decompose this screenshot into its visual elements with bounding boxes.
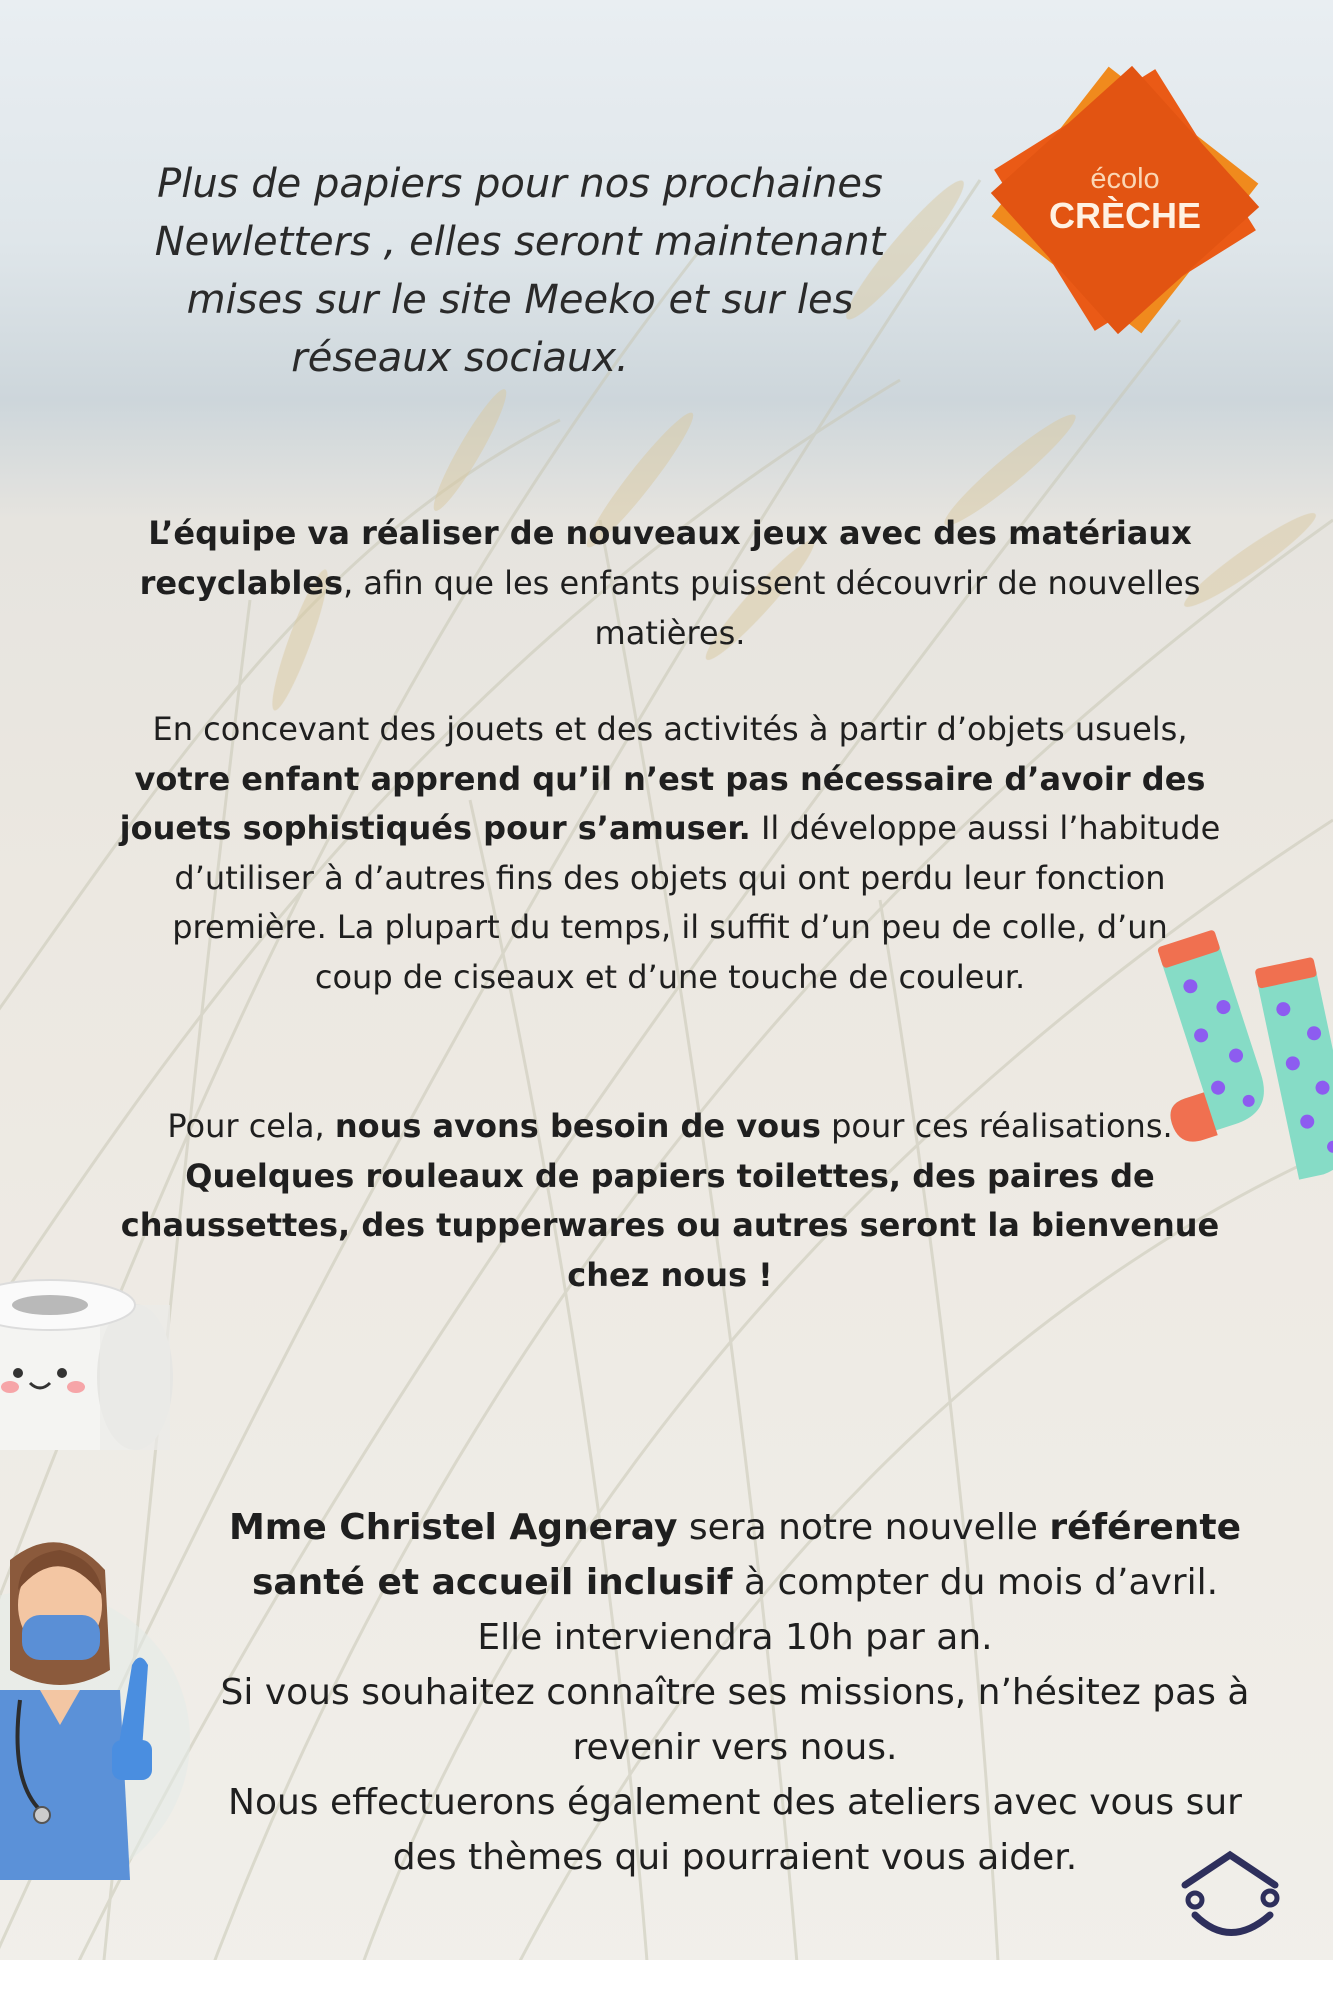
ecolo-creche-logo [980,55,1270,345]
p4-bold: référente [1049,1507,1242,1548]
p4-bold: santé et accueil inclusif [251,1562,733,1603]
p2-bold: jouets sophistiqués pour s’amuser. [119,809,751,847]
smile-logo-icon [1175,1840,1295,1950]
intro-line: réseaux sociaux. [291,335,629,381]
intro-line: Plus de papiers pour nos prochaines [157,161,883,207]
p3-text: pour ces réalisations. [820,1107,1173,1145]
p4-text: sera notre nouvelle [677,1507,1050,1548]
p1-text: matières. [594,614,746,652]
p4-text: Elle interviendra 10h par an. [477,1617,993,1658]
p2-text: Il développe aussi l’habitude [750,809,1221,847]
health-referent-paragraph [160,1500,1310,1885]
intro-line: Newletters , elles seront maintenant [154,219,886,265]
intro-line: mises sur le site Meeko et sur les [186,277,854,323]
p4-text: revenir vers nous. [572,1727,898,1768]
p3-bold: chez nous ! [567,1255,773,1294]
p2-text: En concevant des jouets et des activités à partir d’objets usuels, [152,710,1188,748]
p2-bold: votre enfant apprend qu’il n’est pas nécessaire d’avoir des [134,759,1206,798]
socks-icon [1150,925,1333,1205]
logo-line-2: CRÈCHE [1048,195,1201,236]
p3-bold: nous avons besoin de vous [334,1107,821,1145]
recycled-games-paragraph [45,508,1295,658]
donation-request-paragraph [45,1102,1295,1300]
p2-text: coup de ciseaux et d’une touche de couleur. [314,957,1026,996]
p4-text: Nous effectuerons également des ateliers avec vous sur [228,1782,1242,1823]
p4-text: Si vous souhaitez connaître ses missions, n’hésitez pas à [220,1672,1250,1713]
p4-bold: Mme Christel Agneray [228,1507,678,1548]
everyday-objects-paragraph [45,705,1295,1002]
toilet-paper-icon [0,1265,180,1465]
p2-text: première. La plupart du temps, il suffit d’un peu de colle, d’un [172,908,1168,946]
logo-line-1: écolo [1090,163,1160,195]
p3-text: Pour cela, [167,1107,335,1145]
p1-bold: L’équipe va réaliser de nouveaux jeux avec des matériaux [148,514,1192,552]
p3-bold: Quelques rouleaux de papiers toilettes, des paires de [185,1156,1155,1195]
intro-text [110,155,930,387]
p1-bold: recyclables [139,564,344,602]
p1-text: , afin que les enfants puissent découvrir de nouvelles [343,564,1201,602]
p2-text: d’utiliser à d’autres fins des objets qui ont perdu leur fonction [174,858,1166,897]
nurse-icon [0,1500,200,1880]
p3-bold: chaussettes, des tupperwares ou autres seront la bienvenue [120,1206,1220,1244]
p4-text: à compter du mois d’avril. [732,1562,1219,1603]
p4-text: des thèmes qui pourraient vous aider. [392,1837,1078,1878]
